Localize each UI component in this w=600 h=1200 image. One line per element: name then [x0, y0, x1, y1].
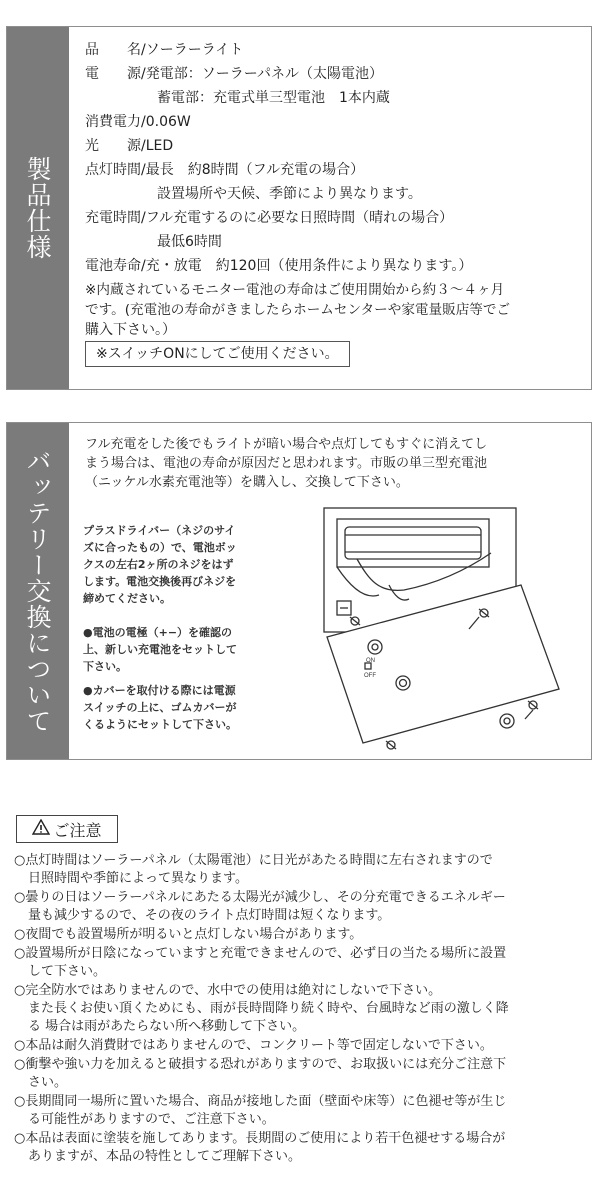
switch-on-label: ON: [366, 658, 375, 664]
caution-item-1: ○点灯時間はソーラーパネル（太陽電池）に日光があたる時間に左右されますので 日照時間や季節によって異なります。: [14, 853, 493, 886]
warning-icon: [32, 819, 50, 839]
battery-box-diagram: [319, 505, 569, 757]
spec-label-text: 製品仕様: [23, 156, 52, 260]
battery-cell: [345, 527, 481, 559]
spec-line-lighting-time: 点灯時間/最長 約8時間（フル充電の場合）: [85, 162, 365, 178]
caution-item-8: ○長期間同一場所に置いた場合、商品が接地した面（壁面や床等）に色褪せ等が生じ る可能性がありますので、ご注意下さい。: [14, 1094, 507, 1127]
battery-panel-body: [69, 423, 591, 759]
caution-item-5: ○完全防水ではありませんので、水中での使用は絶対にしないで下さい。 また長くお使い頂くためにも、雨が長時間降り続く時や、台風時など雨の激しく降 る 場合は雨があたらない所へ移動して下さい。: [14, 983, 509, 1034]
spec-line-light-source: 光 源/LED: [85, 138, 174, 154]
caution-item-3: ○夜間でも設置場所が明るいと点灯しない場合があります。: [14, 927, 363, 942]
caution-item-9: ○本品は表面に塗装を施してあります。長期間のご使用により若干色褪せする場合が ありますが、本品の特性としてご理解下さい。: [14, 1131, 506, 1164]
spec-line-monitor-note-3: 購入下さい。）: [85, 322, 176, 338]
caution-item-2: ○曇りの日はソーラーパネルにあたる太陽光が減少し、その分充電できるエネルギー 量も減少するので、その夜のライト点灯時間は短くなります。: [14, 890, 506, 923]
battery-intro: [85, 435, 487, 492]
battery-panel: [6, 422, 592, 760]
step-cover-line-3: くるようにセットして下さい。: [83, 718, 237, 731]
spec-line-charge-min: 最低6時間: [157, 234, 222, 250]
spec-line-product: 品 名/ソーラーライト: [85, 42, 244, 58]
spec-line-charge-time: 充電時間/フル充電するのに必要な日照時間（晴れの場合）: [85, 210, 454, 226]
caution-header: [16, 815, 118, 843]
spec-panel: [6, 26, 592, 390]
battery-intro-line-2: まう場合は、電池の寿命が原因だと思われます。市販の単三型充電池: [85, 456, 487, 471]
step-electrode-line-3: 下さい。: [83, 660, 127, 673]
caution-item-7: ○衝撃や強い力を加えると破損する恐れがありますので、お取扱いには充分ご注意下 さい。: [14, 1057, 507, 1090]
caution-title: ご注意: [53, 820, 102, 840]
spec-panel-body: [69, 27, 591, 389]
step-screw-line-4: します。電池交換後再びネジを: [83, 575, 237, 588]
spec-line-monitor-note-1: ※内蔵されているモニター電池の寿命はご使用開始から約３～４ヶ月: [85, 282, 505, 298]
battery-cover: [327, 585, 559, 743]
battery-intro-line-1: フル充電をした後でもライトが暗い場合や点灯してもすぐに消えてし: [85, 437, 488, 452]
spec-line-consumption: 消費電力/0.06W: [85, 114, 191, 130]
battery-intro-line-3: （ニッケル水素充電池等）を購入し、交換して下さい。: [85, 475, 409, 490]
step-electrode-line-2: 上、新しい充電池をセットして: [83, 643, 237, 656]
step-cover-line-2: スイッチの上に、ゴムカバーが: [83, 701, 237, 714]
spec-line-storage: 蓄電部：充電式単三型電池 1本内蔵: [157, 90, 390, 106]
step-screw-line-2: ズに合ったもの）で、電池ボッ: [83, 541, 237, 554]
spec-line-lighting-note: 設置場所や天候、季節により異なります。: [157, 186, 422, 202]
screw-bottom-right: [500, 714, 514, 728]
spec-line-monitor-note-2: です。(充電池の寿命がきましたらホームセンターや家電量販店等でご: [85, 302, 511, 318]
step-screw-line-5: 締めてください。: [83, 592, 171, 605]
spec-panel-label: [7, 27, 67, 389]
battery-label-text: バッテリー交換について: [23, 448, 52, 734]
step-electrode-line-1: ●電池の電極（+−）を確認の: [83, 626, 233, 639]
spec-line-power: 電 源/発電部：ソーラーパネル（太陽電池）: [85, 66, 384, 82]
caution-list: [14, 852, 589, 1167]
switch-note-box: ※スイッチONにしてご使用ください。: [85, 341, 350, 367]
switch-off-label: OFF: [364, 673, 376, 679]
step-screw-line-1: プラスドライバー（ネジのサイ: [83, 524, 236, 537]
battery-holder: [337, 519, 489, 567]
battery-panel-label: [7, 423, 67, 759]
caution-item-4: ○設置場所が日陰になっていますと充電できませんので、必ず日の当たる場所に設置 して下さい。: [14, 946, 507, 979]
spec-line-battery-life: 電池寿命/充・放電 約120回（使用条件により異なります。）: [85, 258, 473, 274]
step-cover-line-1: ●カバーを取付ける際には電源: [83, 684, 236, 697]
caution-item-6: ○本品は耐久消費財ではありませんので、コンクリート等で固定しないで下さい。: [14, 1038, 493, 1053]
step-screw-line-3: クスの左右2ヶ所のネジをはず: [83, 558, 234, 571]
